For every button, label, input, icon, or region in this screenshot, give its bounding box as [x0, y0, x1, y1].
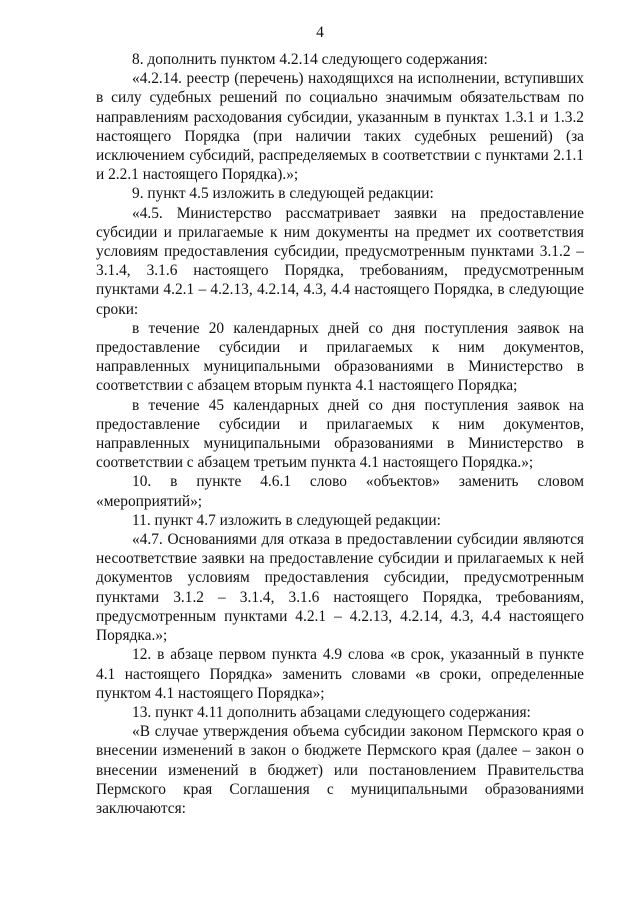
paragraph-item-11: 11. пункт 4.7 изложить в следующей редакции:: [132, 511, 441, 529]
page-number: 4: [316, 24, 324, 41]
paragraph-item-13: 13. пункт 4.11 дополнить абзацами следующего содержания:: [132, 703, 531, 721]
paragraph-clause-4-11-addition: «В случае утверждения объема субсидии законом Пермского края о внесении изменений в закон о бюджете Пермского края (далее – закон о внесении изменений в бюджет) или постановлением Правительства Пермского края Соглашения с муниципальными образованиями заключаются:: [96, 723, 584, 817]
paragraph-term-45-days: в течение 45 календарных дней со дня поступления заявок на предоставление субсидии и прилагаемых к ним документов, направленных муниципальными образованиями в Министерство в соответствии с абзацем третьим пункта 4.1 настоящего Порядка.»;: [96, 396, 584, 472]
paragraph-clause-4-7: «4.7. Основаниями для отказа в предоставлении субсидии являются несоответствие заявки на предоставление субсидии и прилагаемых к ней документов условиям предоставления субсидии, предусмотренным пунктами 3.1.2 – 3.1.4, 3.1.6 настоящего Порядка, требованиям, предусмотренным пунктами 4.2.1 – 4.2.13, 4.2.14, 4.3, 4.4 настоящего Порядка.»;: [96, 531, 584, 645]
paragraph-item-9: 9. пункт 4.5 изложить в следующей редакции:: [132, 185, 434, 203]
paragraph-term-20-days: в течение 20 календарных дней со дня поступления заявок на предоставление субсидии и прилагаемых к ним документов, направленных муниципальными образованиями в Министерство в соответствии с абзацем вторым пункта 4.1 настоящего Порядка;: [96, 319, 584, 395]
paragraph-clause-4-5: «4.5. Министерство рассматривает заявки на предоставление субсидии и прилагаемые к ним документы на предмет их соответствия условиям предоставления субсидии, предусмотренным пунктами 3.1.2 – 3.1.4, 3.1.6 настоящего Порядка, требованиям, предусмотренным пунктами 4.2.1 – 4.2.13, 4.2.14, 4.3, 4.4 настоящего Порядка, в следующие сроки:: [96, 204, 584, 318]
paragraph-item-12: 12. в абзаце первом пункта 4.9 слова «в срок, указанный в пункте 4.1 настоящего Порядка» заменить словами «в сроки, определенные пунктом 4.1 настоящего Порядка»;: [96, 646, 584, 702]
paragraph-item-10: 10. в пункте 4.6.1 слово «объектов» заменить словом «мероприятий»;: [96, 473, 584, 510]
paragraph-item-8: 8. дополнить пунктом 4.2.14 следующего содержания:: [132, 51, 488, 68]
document-body: [96, 50, 584, 818]
paragraph-clause-4-2-14: «4.2.14. реестр (перечень) находящихся на исполнении, вступивших в силу судебных решений по социально значимым обязательствам по направлениям расходования субсидии, указанным в пунктах 1.3.1 и 1.3.2 настоящего Порядка (при наличии таких судебных решений) (за исключением субсидий, распределяемых в соответствии с пунктами 2.1.1 и 2.2.1 настоящего Порядка).»;: [96, 70, 584, 184]
